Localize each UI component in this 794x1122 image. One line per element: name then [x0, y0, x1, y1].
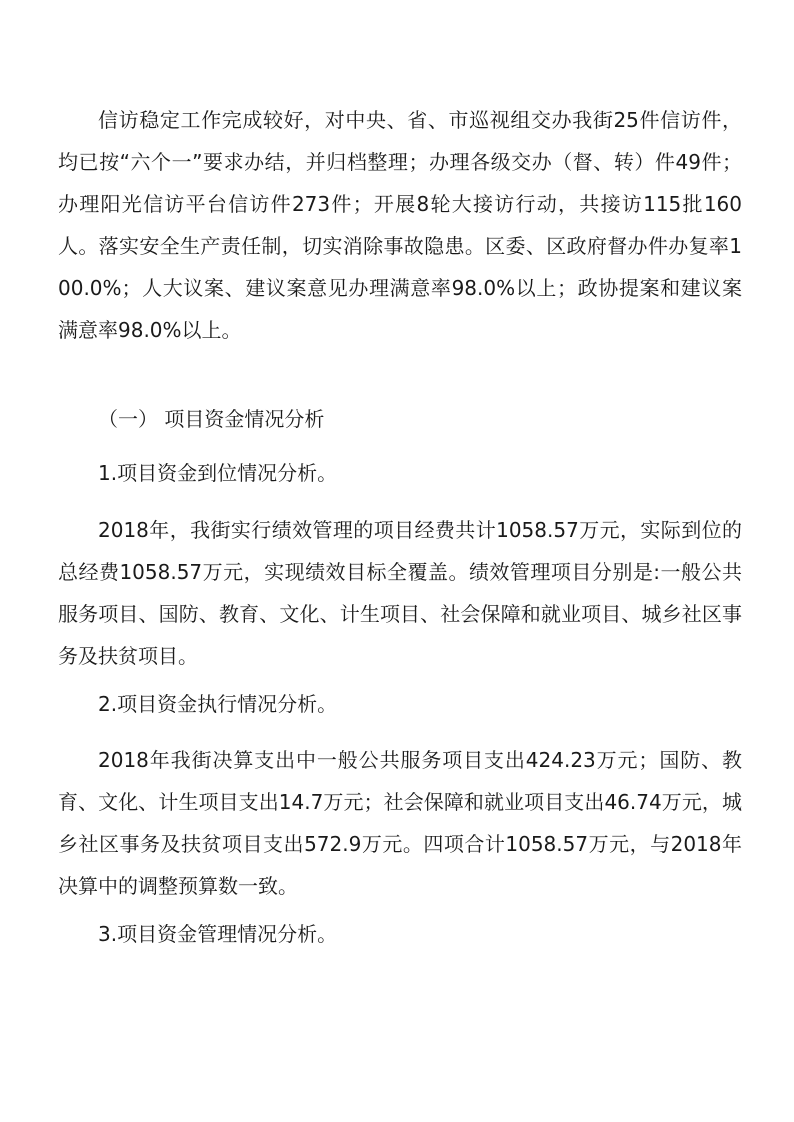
funds-execution-heading: 2.项目资金执行情况分析。 [98, 692, 338, 716]
funds-management-heading: 3.项目资金管理情况分析。 [98, 922, 338, 946]
funds-execution-paragraph: 2018年我街决算支出中一般公共服务项目支出424.23万元；国防、教育、文化、计生项目支出14.7万元；社会保障和就业项目支出46.74万元，城乡社区事务及扶贫项目支出572.9万元。四项合计1058.57万元，与2018年决算中的调整预算数一致。 [58, 748, 742, 898]
funds-arrival-heading: 1.项目资金到位情况分析。 [98, 461, 338, 485]
project-funds-section-heading: （一） 项目资金情况分析 [98, 407, 325, 431]
funds-arrival-paragraph: 2018年，我街实行绩效管理的项目经费共计1058.57万元，实际到位的总经费1058.57万元，实现绩效目标全覆盖。绩效管理项目分别是:一般公共服务项目、国防、教育、文化、计生项目、社会保障和就业项目、城乡社区事务及扶贫项目。 [58, 518, 742, 668]
petition-stability-paragraph: 信访稳定工作完成较好，对中央、省、市巡视组交办我街25件信访件，均已按“六个一”要求办结，并归档整理；办理各级交办（督、转）件49件；办理阳光信访平台信访件273件；开展8轮大接访行动，共接访115批160人。落实安全生产责任制，切实消除事故隐患。区委、区政府督办件办复率100.0%；人大议案、建议案意见办理满意率98.0%以上；政协提案和建议案满意率98.0%以上。 [58, 108, 742, 342]
